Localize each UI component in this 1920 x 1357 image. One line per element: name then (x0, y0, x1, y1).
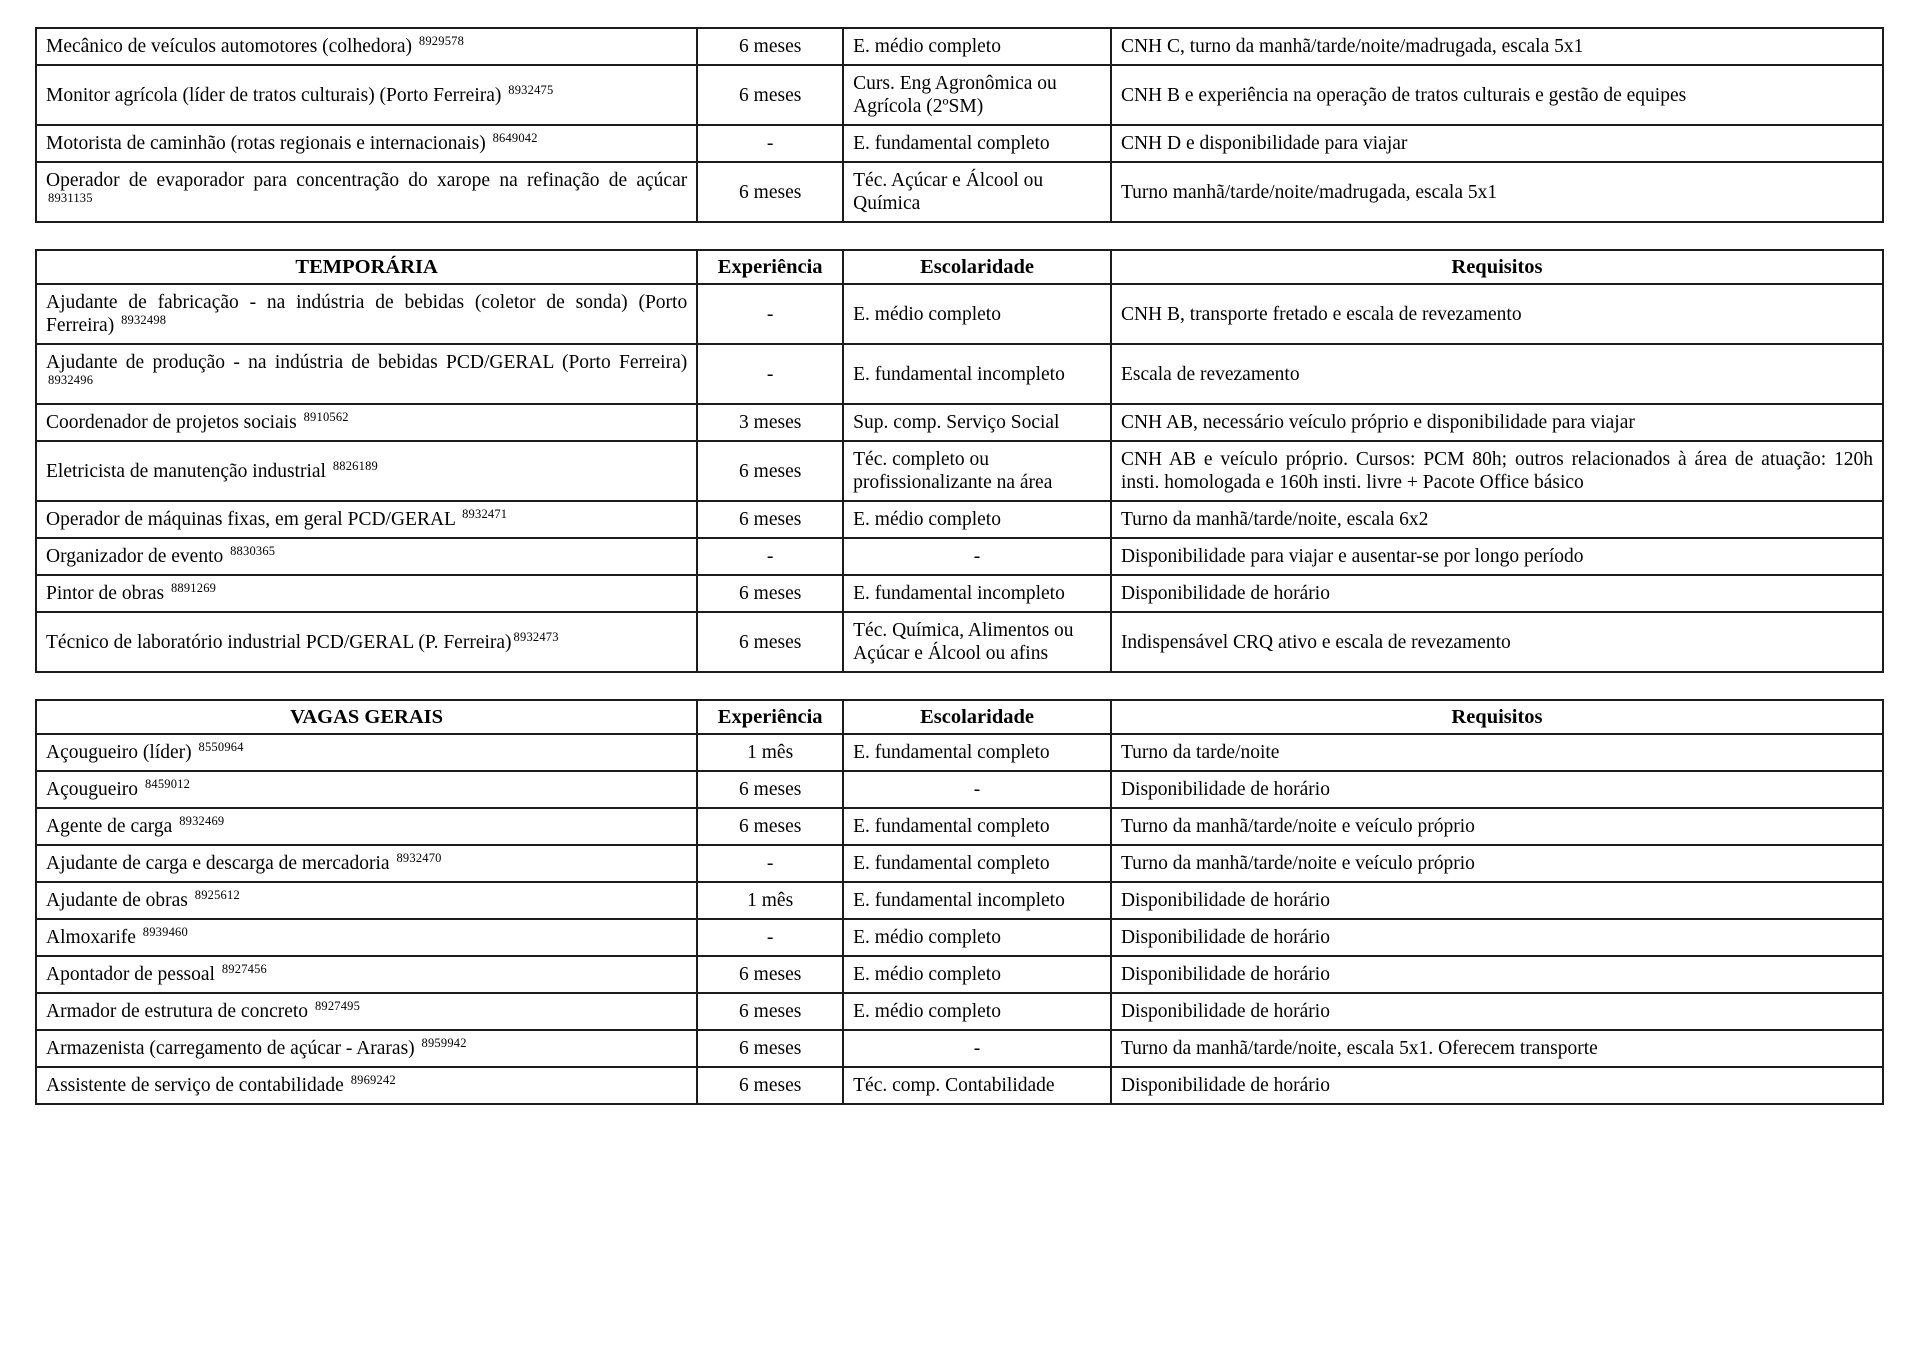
job-title-cell (36, 501, 697, 538)
job-row (36, 28, 1883, 65)
education-cell: - (843, 771, 1111, 808)
experience-cell: 6 meses (697, 1067, 843, 1104)
experience-cell: 6 meses (697, 65, 843, 125)
job-row (36, 284, 1883, 344)
job-code: 8550964 (198, 740, 244, 754)
section-title: VAGAS GERAIS (36, 700, 697, 734)
job-title-cell (36, 612, 697, 672)
job-title: Apontador de pessoal (46, 964, 215, 985)
job-title-cell (36, 125, 697, 162)
experience-cell: 6 meses (697, 808, 843, 845)
job-title-cell (36, 882, 697, 919)
job-code: 8932475 (508, 82, 554, 97)
requirements-cell: Turno manhã/tarde/noite/madrugada, escala 5x1 (1111, 162, 1883, 222)
job-title-cell (36, 162, 697, 222)
job-code: 8939460 (142, 925, 188, 939)
job-title: Açougueiro (46, 779, 139, 800)
education-cell: E. fundamental completo (843, 808, 1111, 845)
education-cell: Téc. completo ou profissionalizante na área (843, 441, 1111, 501)
requirements-cell: Turno da tarde/noite (1111, 734, 1883, 771)
job-code: 8826189 (332, 458, 378, 473)
table-continuation-body (36, 28, 1883, 222)
requirements-cell: Disponibilidade de horário (1111, 771, 1883, 808)
education-cell: E. médio completo (843, 28, 1111, 65)
job-title: Almoxarife (46, 927, 136, 948)
experience-cell: 6 meses (697, 162, 843, 222)
requirements-cell: Escala de revezamento (1111, 344, 1883, 404)
job-title-cell (36, 1030, 697, 1067)
job-title-cell (36, 575, 697, 612)
requirements-cell: Disponibilidade de horário (1111, 1067, 1883, 1104)
job-code: 8925612 (194, 888, 240, 902)
experience-cell: 6 meses (697, 956, 843, 993)
education-cell: E. fundamental incompleto (843, 344, 1111, 404)
job-code: 8649042 (492, 131, 538, 145)
requirements-cell: Indispensável CRQ ativo e escala de revezamento (1111, 612, 1883, 672)
job-title: Agente de carga (46, 816, 173, 837)
job-title: Pintor de obras (46, 583, 165, 604)
job-code: 8969242 (350, 1073, 396, 1087)
table-continuation (35, 27, 1884, 223)
column-header-education: Escolaridade (843, 250, 1111, 284)
experience-cell: 6 meses (697, 441, 843, 501)
job-title-cell (36, 919, 697, 956)
header-row (36, 250, 1883, 284)
job-code: 8959942 (421, 1036, 467, 1050)
job-title-cell (36, 956, 697, 993)
experience-cell: 6 meses (697, 28, 843, 65)
job-row (36, 65, 1883, 125)
education-cell: Téc. Açúcar e Álcool ou Química (843, 162, 1111, 222)
job-title: Açougueiro (líder) (46, 742, 192, 763)
job-row (36, 993, 1883, 1030)
table-vagas-gerais-body (36, 734, 1883, 1104)
experience-cell: - (697, 125, 843, 162)
job-title: Armazenista (carregamento de açúcar - Araras) (46, 1038, 415, 1059)
experience-cell: - (697, 284, 843, 344)
experience-cell: 6 meses (697, 771, 843, 808)
education-cell: E. médio completo (843, 284, 1111, 344)
job-row (36, 771, 1883, 808)
job-title: Técnico de laboratório industrial PCD/GERAL (P. Ferreira) (46, 631, 512, 653)
education-cell: E. fundamental incompleto (843, 882, 1111, 919)
requirements-cell: CNH D e disponibilidade para viajar (1111, 125, 1883, 162)
requirements-cell: CNH AB, necessário veículo próprio e disponibilidade para viajar (1111, 404, 1883, 441)
job-title-cell (36, 404, 697, 441)
education-cell: E. médio completo (843, 993, 1111, 1030)
job-title: Coordenador de projetos sociais (46, 412, 297, 433)
job-code: 8932470 (396, 851, 442, 865)
education-cell: E. fundamental completo (843, 734, 1111, 771)
education-cell: Sup. comp. Serviço Social (843, 404, 1111, 441)
job-title: Ajudante de carga e descarga de mercadoria (46, 853, 390, 874)
requirements-cell: Disponibilidade de horário (1111, 956, 1883, 993)
job-code: 8932473 (513, 629, 559, 644)
experience-cell: 3 meses (697, 404, 843, 441)
job-row (36, 1067, 1883, 1104)
requirements-cell: Turno da manhã/tarde/noite, escala 6x2 (1111, 501, 1883, 538)
job-row (36, 882, 1883, 919)
job-row (36, 501, 1883, 538)
job-title-cell (36, 734, 697, 771)
experience-cell: 1 mês (697, 734, 843, 771)
experience-cell: - (697, 919, 843, 956)
job-row (36, 1030, 1883, 1067)
table-vagas-gerais-header (36, 700, 1883, 734)
job-row (36, 845, 1883, 882)
education-cell: - (843, 538, 1111, 575)
education-cell: E. fundamental completo (843, 845, 1111, 882)
job-title: Operador de máquinas fixas, em geral PCD/GERAL (46, 509, 456, 530)
job-title-cell (36, 344, 697, 404)
experience-cell: - (697, 845, 843, 882)
job-row (36, 956, 1883, 993)
job-title: Operador de evaporador para concentração do xarope na refinação de açúcar (46, 170, 688, 191)
education-cell: E. médio completo (843, 956, 1111, 993)
job-code: 8927495 (314, 999, 361, 1013)
job-title: Motorista de caminhão (rotas regionais e internacionais) (46, 133, 486, 154)
requirements-cell: Disponibilidade de horário (1111, 993, 1883, 1030)
job-code: 8932498 (121, 313, 167, 327)
job-title: Ajudante de fabricação - na indústria de bebidas (coletor de sonda) (Porto Ferreira) (46, 292, 688, 336)
job-code: 8932469 (179, 814, 225, 828)
education-cell: E. fundamental incompleto (843, 575, 1111, 612)
job-title: Mecânico de veículos automotores (colhedora) (46, 36, 413, 57)
job-title-cell (36, 1067, 697, 1104)
education-cell: E. médio completo (843, 919, 1111, 956)
header-row (36, 700, 1883, 734)
section-title: TEMPORÁRIA (36, 250, 697, 284)
requirements-cell: Disponibilidade de horário (1111, 919, 1883, 956)
column-header-requirements: Requisitos (1111, 250, 1883, 284)
experience-cell: 6 meses (697, 575, 843, 612)
job-title-cell (36, 538, 697, 575)
requirements-cell: Turno da manhã/tarde/noite, escala 5x1. Oferecem transporte (1111, 1030, 1883, 1067)
job-row (36, 344, 1883, 404)
education-cell: Téc. Química, Alimentos ou Açúcar e Álcool ou afins (843, 612, 1111, 672)
job-row (36, 734, 1883, 771)
job-row (36, 162, 1883, 222)
requirements-cell: Disponibilidade de horário (1111, 882, 1883, 919)
job-title: Eletricista de manutenção industrial (46, 460, 326, 482)
job-row (36, 538, 1883, 575)
job-title: Assistente de serviço de contabilidade (46, 1075, 344, 1096)
requirements-cell: Disponibilidade para viajar e ausentar-se por longo período (1111, 538, 1883, 575)
job-title: Monitor agrícola (líder de tratos culturais) (Porto Ferreira) (46, 84, 502, 106)
job-title-cell (36, 65, 697, 125)
job-title-cell (36, 771, 697, 808)
table-temporaria (35, 249, 1884, 673)
requirements-cell: Turno da manhã/tarde/noite e veículo próprio (1111, 808, 1883, 845)
education-cell: E. médio completo (843, 501, 1111, 538)
job-row (36, 404, 1883, 441)
job-row (36, 808, 1883, 845)
job-title: Armador de estrutura de concreto (46, 1001, 309, 1022)
column-header-education: Escolaridade (843, 700, 1111, 734)
requirements-cell: CNH C, turno da manhã/tarde/noite/madrugada, escala 5x1 (1111, 28, 1883, 65)
requirements-cell: Turno da manhã/tarde/noite e veículo próprio (1111, 845, 1883, 882)
job-code: 8891269 (170, 581, 217, 595)
job-title: Organizador de evento (46, 546, 224, 567)
column-header-experience: Experiência (697, 700, 843, 734)
job-title: Ajudante de obras (46, 890, 188, 911)
education-cell: - (843, 1030, 1111, 1067)
job-code: 8932496 (48, 373, 94, 387)
job-title-cell (36, 284, 697, 344)
experience-cell: 1 mês (697, 882, 843, 919)
experience-cell: 6 meses (697, 501, 843, 538)
table-temporaria-header (36, 250, 1883, 284)
job-title: Ajudante de produção - na indústria de bebidas PCD/GERAL (Porto Ferreira) (46, 352, 688, 373)
table-vagas-gerais (35, 699, 1884, 1105)
job-row (36, 919, 1883, 956)
job-title-cell (36, 441, 697, 501)
job-title-cell (36, 993, 697, 1030)
job-code: 8931135 (48, 191, 93, 205)
column-header-experience: Experiência (697, 250, 843, 284)
requirements-cell: CNH AB e veículo próprio. Cursos: PCM 80h; outros relacionados à área de atuação: 120h insti. homologada e 160h insti. livre + Pacote Office básico (1111, 441, 1883, 501)
experience-cell: 6 meses (697, 612, 843, 672)
requirements-cell: Disponibilidade de horário (1111, 575, 1883, 612)
job-title-cell (36, 845, 697, 882)
job-title-cell (36, 28, 697, 65)
experience-cell: - (697, 538, 843, 575)
job-code: 8927456 (221, 962, 267, 976)
experience-cell: - (697, 344, 843, 404)
job-code: 8932471 (462, 507, 508, 521)
education-cell: Curs. Eng Agronômica ou Agrícola (2ºSM) (843, 65, 1111, 125)
job-code: 8830365 (230, 544, 276, 558)
job-row (36, 441, 1883, 501)
experience-cell: 6 meses (697, 1030, 843, 1067)
table-temporaria-body (36, 284, 1883, 672)
requirements-cell: CNH B, transporte fretado e escala de revezamento (1111, 284, 1883, 344)
job-code: 8459012 (144, 777, 191, 791)
column-header-requirements: Requisitos (1111, 700, 1883, 734)
job-row (36, 575, 1883, 612)
job-row (36, 125, 1883, 162)
experience-cell: 6 meses (697, 993, 843, 1030)
job-row (36, 612, 1883, 672)
job-code: 8929578 (418, 34, 465, 48)
requirements-cell: CNH B e experiência na operação de tratos culturais e gestão de equipes (1111, 65, 1883, 125)
job-title-cell (36, 808, 697, 845)
education-cell: E. fundamental completo (843, 125, 1111, 162)
job-code: 8910562 (303, 410, 349, 424)
education-cell: Téc. comp. Contabilidade (843, 1067, 1111, 1104)
